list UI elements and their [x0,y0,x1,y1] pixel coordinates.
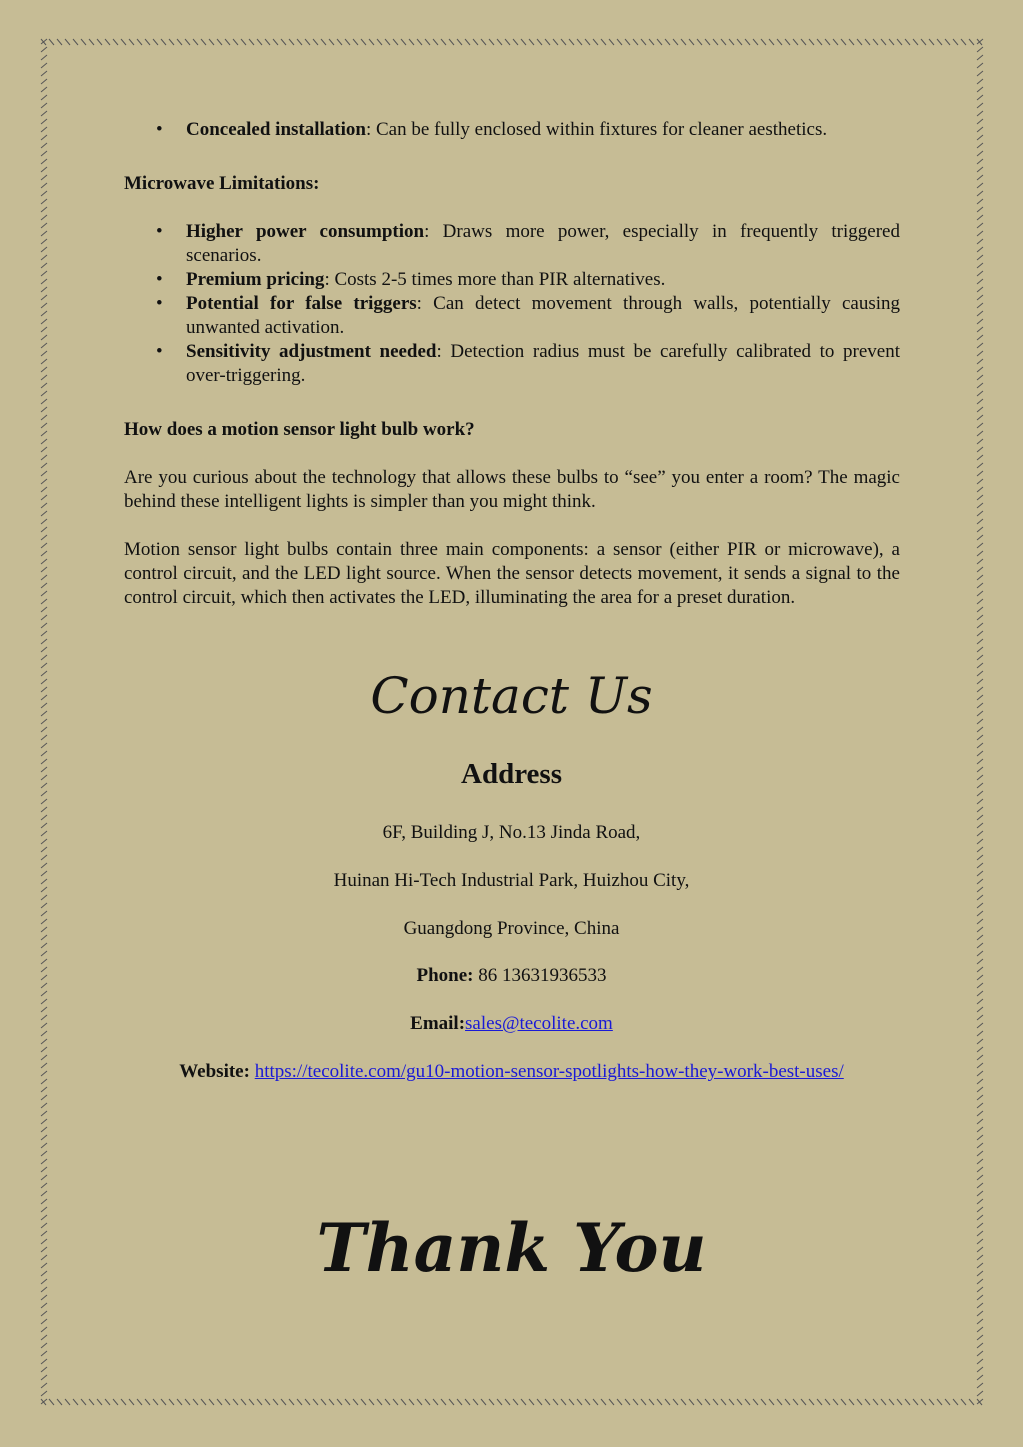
email-label: Email: [410,1013,466,1034]
email-link[interactable]: sales@tecolite.com [465,1013,613,1034]
address-line-3: Guangdong Province, China [403,918,620,939]
address-title: Address [461,758,562,790]
website-label: Website: [179,1061,250,1082]
how-it-works-heading: How does a motion sensor light bulb work? [124,419,475,440]
address-line-1: 6F, Building J, No.13 Jinda Road, [382,822,641,843]
phone-number: 86 13631936533 [473,965,607,986]
microwave-limitations-list [124,220,900,388]
address-line-2: Huinan Hi-Tech Industrial Park, Huizhou City, [333,870,690,891]
paragraph-components: Motion sensor light bulbs contain three main components: a sensor (either PIR or microwave), a control circuit, and the LED light source. When the sensor detects movement, it sends a signal to the control circuit, which then activates the LED, illuminating the area for a preset duration. [124,539,900,608]
document-body [124,118,900,610]
list-item: • Premium pricing: Costs 2-5 times more than PIR alternatives. [186,268,900,292]
list-item: • Sensitivity adjustment needed: Detection radius must be carefully calibrated to prevent over-triggering. [186,340,900,388]
advantages-list-tail [124,118,900,142]
contact-us-title: Contact Us [370,667,653,725]
microwave-limitations-heading: Microwave Limitations: [124,173,320,194]
paragraph-intro: Are you curious about the technology that allows these bulbs to “see” you enter a room? The magic behind these intelligent lights is simpler than you might think. [124,467,900,512]
phone-label: Phone: [416,965,474,986]
phone-line [0,964,1023,988]
list-item: • Potential for false triggers: Can detect movement through walls, potentially causing unwanted activation. [186,292,900,340]
website-link[interactable]: https://tecolite.com/gu10-motion-sensor-spotlights-how-they-work-best-uses/ [254,1061,844,1082]
thank-you-text: Thank You [316,1209,707,1287]
list-item: • Higher power consumption: Draws more power, especially in frequently triggered scenarios. [186,220,900,268]
website-line [0,1060,1023,1084]
email-line [0,1012,1023,1036]
list-item: • Concealed installation: Can be fully enclosed within fixtures for cleaner aesthetics. [186,118,900,142]
